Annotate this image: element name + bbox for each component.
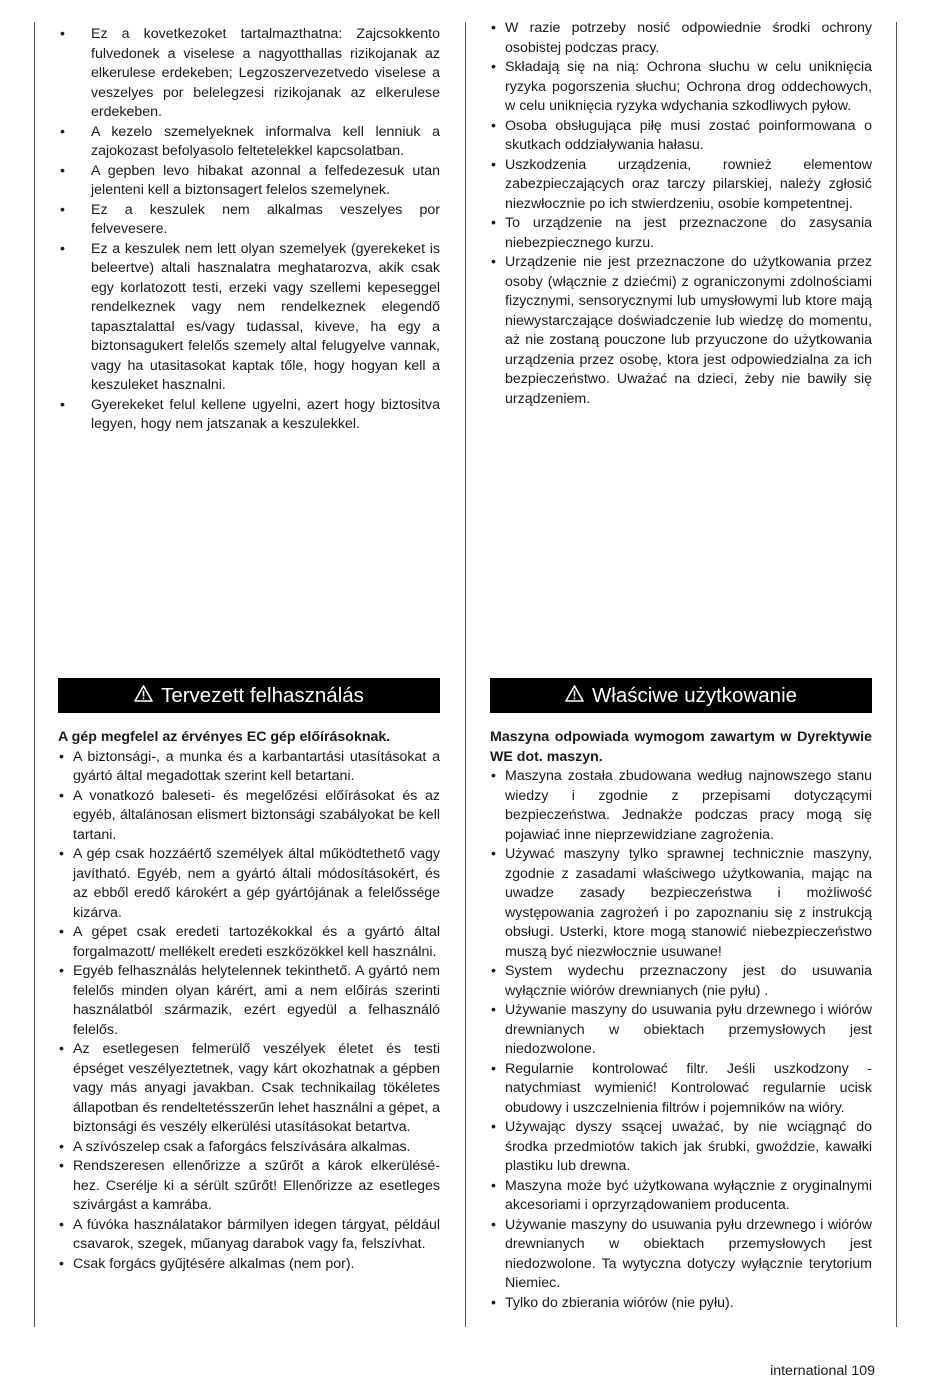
warning-triangle-icon xyxy=(134,684,153,708)
list-item: • Osoba obsługująca piłę musi zostać poinformowana o skutkach oddziaływania hałasu. xyxy=(490,117,872,156)
section-intro: A gép megfelel az érvényes EC gép előírásoknak. xyxy=(58,729,391,745)
list-item: • Az esetlegesen felmerülő veszélyek életet és testi épséget veszélyeztetnek, vagy kárt okozhatnak a gépben vagy más anyagi javakban. Csak technikailag tökéletes állapotban és rendeltetésszerűn lehet használni a gépet, a biztonsági és veszély elkerülési utasításokat betartva. xyxy=(58,1040,440,1138)
page-footer: international 109 xyxy=(770,1363,875,1379)
list-item: • A gepben levo hibakat azonnal a felfedezesuk utan jelenteni kell a biztonsagert felelos szemelynek. xyxy=(58,162,440,201)
section-heading-text: Tervezett felhasználás xyxy=(161,683,364,707)
bottom-left-bullet-list xyxy=(58,748,440,1275)
section-heading-text: Właściwe użytkowanie xyxy=(591,683,798,707)
section-intro: Maszyna odpowiada wymogom zawartym w Dyrektywie WE dot. maszyn. xyxy=(490,729,872,765)
warning-triangle-icon xyxy=(565,684,584,708)
list-item: • Gyerekeket felul kellene ugyelni, azert hogy biztositva legyen, hogy nem jatszanak a keszulekkel. xyxy=(58,396,440,435)
right-border-line xyxy=(896,22,897,1327)
section-heading-hu xyxy=(58,678,440,713)
list-item: • Składają się na nią: Ochrona słuchu w celu uniknięcia ryzyka pogorszenia słuchu; Ochrona drog oddechowych, w celu uniknięcia ryzyka wdychania szkodliwych pyłow. xyxy=(490,58,872,117)
bottom-left-column xyxy=(58,728,440,1274)
list-item: • Tylko do zbierania wiórów (nie pyłu). xyxy=(490,1294,872,1314)
list-item: • A gép csak hozzáértő személyek által működtethető vagy javítható. Egyéb, nem a gyártó általi módosításokért, és az ebből eredő károkért a gép gyártójának a felelőssége kizárva. xyxy=(58,845,440,923)
list-item: • Używać maszyny tylko sprawnej technicznie maszyny, zgodnie z zasadami właściwego użytkowania, mając na uwadze zasady bezpieczeństwa i możliwość występowania zagrożeń i po zapoznaniu się z instrukcją obsługi. Usterki, ktore mogą stanowić niebezpieczeństwo muszą być niezwłocznie usuwane! xyxy=(490,845,872,962)
list-item: • Używanie maszyny do usuwania pyłu drzewnego i wiórów drewnianych w obiektach przemysłowych jest niedozwolone. xyxy=(490,1001,872,1060)
list-item: • A vonatkozó baleseti- és megelőzési előírásokat és az egyéb, általánosan elismert biztonsági szabályokat be kell tartani. xyxy=(58,787,440,846)
list-item: • Rendszeresen ellenőrizze a szűrőt a károk elkerülésé- hez. Cserélje ki a sérült szűrőt! Ellenőrizze az esetleges szivárgást a kamrába. xyxy=(58,1157,440,1216)
top-left-bullet-list xyxy=(58,25,440,435)
list-item: • Maszyna została zbudowana według najnowszego stanu wiedzy i zgodnie z przepisami dotyczącymi bezpieczeństwa. Jednakże podczas pracy mogą się pojawiać inne nieprzewidziane zagrożenia. xyxy=(490,767,872,845)
list-item: • A fúvóka használatakor bármilyen idegen tárgyat, például csavarok, szegek, műanyag darabok vagy fa, felszívhat. xyxy=(58,1216,440,1255)
center-divider-line xyxy=(465,22,466,1327)
list-item: • Egyéb felhasználás helytelennek tekinthető. A gyártó nem felelős minden olyan kárért, ami a nem előírás szerinti használatból származik, ezért egyedül a felhasználó felelős. xyxy=(58,962,440,1040)
top-right-column xyxy=(490,19,872,409)
list-item: • Maszyna może być użytkowana wyłącznie z oryginalnymi akcesoriami i oprzyrządowaniem producenta. xyxy=(490,1177,872,1216)
list-item: • Regularnie kontrolować filtr. Jeśli uszkodzony - natychmiast wymienić! Kontrolować regularnie ucisk obudowy i uszczelnienia filtrów i pojemników na wióry. xyxy=(490,1060,872,1119)
list-item: • Uszkodzenia urządzenia, rownież elementow zabezpieczających oraz tarczy pilarskiej, należy zgłosić niezwłocznie po ich stwierdzeniu, osobie kompetentnej. xyxy=(490,156,872,215)
list-item: • A gépet csak eredeti tartozékokkal és a gyártó által forgalmazott/ mellékelt eredeti eszközökkel kell használni. xyxy=(58,923,440,962)
left-border-line xyxy=(34,22,35,1327)
list-item: • Używając dyszy ssącej uważać, by nie wciągnąć do środka przedmiotów takich jak śrubki, gwoździe, kawałki plastiku lub drewna. xyxy=(490,1118,872,1177)
bottom-right-bullet-list xyxy=(490,767,872,1313)
list-item: • Urządzenie nie jest przeznaczone do użytkowania przez osoby (włącznie z dziećmi) z ograniczonymi zdolnościami fizycznymi, sensorycznymi lub umysłowymi lub ktore mają niewystarczające doświadczenie lub wiedzę do momentu, aż nie zostaną pouczone lub przyuczone do użytkowania urządzenia przez osobę, ktora jest odpowiedzialna za ich bezpieczeństwo. Uważać na dzieci, żeby nie bawiły się urządzeniem. xyxy=(490,253,872,409)
list-item: • W razie potrzeby nosić odpowiednie środki ochrony osobistej podczas pracy. xyxy=(490,19,872,58)
list-item: • Ez a keszulek nem alkalmas veszelyes por felvevesere. xyxy=(58,201,440,240)
list-item: • Ez a keszulek nem lett olyan szemelyek (gyerekeket is beleertve) altali hasznalatra meghatarozva, akik csak egy korlatozott testi, erzeki vagy szellemi kepeseggel rendelkeznek vagy nem rendelkeznek elegendő tapasztalattal es/vagy tudassal, kiveve, ha egy a biztonsagukert felelős szemely altal felugyelve vannak, vagy ha utasitasokat kaptak tőle, hogy hogyan kell a keszuleket hasznalni. xyxy=(58,240,440,396)
top-right-bullet-list xyxy=(490,19,872,409)
list-item: • A kezelo szemelyeknek informalva kell lenniuk a zajokozast befolyasolo feltetelekkel kapcsolatban. xyxy=(58,123,440,162)
list-item: • Csak forgács gyűjtésére alkalmas (nem por). xyxy=(58,1255,440,1275)
top-left-column xyxy=(58,25,440,435)
section-heading-pl xyxy=(490,678,872,713)
list-item: • A szívószelep csak a faforgács felszívására alkalmas. xyxy=(58,1138,440,1158)
list-item: • Ez a kovetkezoket tartalmazthatna: Zajcsokkento fulvedonek a viselese a nagyotthallas rizikojanak az elkerulese erdekeben; Legzoszervezetvedo viselese a veszelyes por belelegzesi rizikojanak az elkerulese erdekeben. xyxy=(58,25,440,123)
list-item: • System wydechu przeznaczony jest do usuwania wyłącznie wiórów drewnianych (nie pyłu) . xyxy=(490,962,872,1001)
list-item: • Używanie maszyny do usuwania pyłu drzewnego i wiórów drewnianych w obiektach przemysłowych jest niedozwolone. Ta wytyczna dotyczy wyłącznie terytorium Niemiec. xyxy=(490,1216,872,1294)
list-item: • To urządzenie na jest przeznaczone do zasysania niebezpiecznego kurzu. xyxy=(490,214,872,253)
bottom-right-column xyxy=(490,728,872,1313)
list-item: • A biztonsági-, a munka és a karbantartási utasításokat a gyártó által megadottak szerint kell betartani. xyxy=(58,748,440,787)
